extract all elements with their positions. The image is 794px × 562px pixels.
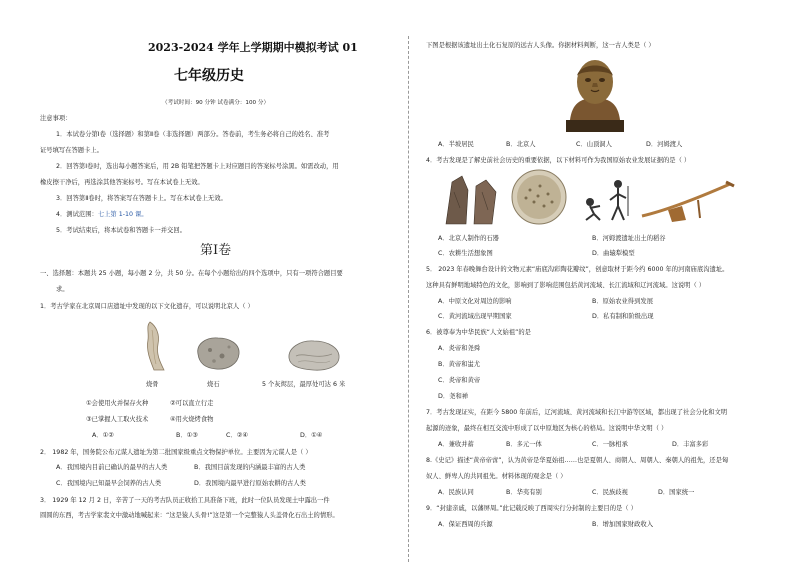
- q1-caption-3: 5 个灰烬层，最厚处可达 6 米: [262, 381, 346, 388]
- q6-choice-a: A．炎帝和尧舜: [438, 345, 481, 352]
- q2-choice-c: C．我国境内已知最早会饲养的古人类: [56, 480, 162, 487]
- q3-choice-c: C．山顶洞人: [576, 141, 612, 148]
- q1-option-3: ③已掌握人工取火技术: [86, 416, 149, 423]
- q4-choice-c: C．农耕生活想象图: [438, 250, 493, 257]
- note-2a: 2．回答第Ⅰ卷时，选出每小题答案后，用 2B 铅笔把答题卡上对应题目的答案标号涂黑。如需改动，用: [56, 163, 339, 170]
- column-divider: [408, 36, 409, 562]
- q7-choice-c: C．一脉相承: [592, 441, 628, 448]
- q6-choice-d: D．尧和禅: [438, 393, 469, 400]
- right-column: [414, 0, 794, 562]
- q1-option-1: ①会使用火并保存火种: [86, 400, 149, 407]
- q5-choice-d: D．私有制和阶级出现: [592, 313, 654, 320]
- section-instruction-2: 求。: [56, 286, 69, 293]
- q5-choice-a: A．中原文化对周边的影响: [438, 298, 512, 305]
- note-2b: 橡皮擦干净后，再选涂其他答案标号。写在本试卷上无效。: [40, 179, 204, 186]
- section-title: 第Ⅰ卷: [200, 243, 232, 258]
- rice-grains-image: [510, 168, 568, 226]
- q3-choice-b: B．北京人: [506, 141, 536, 148]
- q3-continued: 下图是根据该遗址出土化石复原的远古人头像。你据材料判断，这一古人类是（ ）: [426, 42, 655, 49]
- q8-stem-2: 奴人、鲜卑人的共同祖先。材料体现的观念是（ ）: [426, 473, 567, 480]
- q9-choice-a: A．保证西周的兵源: [438, 521, 493, 528]
- burnt-bone-image: [140, 320, 170, 372]
- q1-choice-a: A．①②: [92, 432, 114, 439]
- q1-caption-2: 烧石: [207, 381, 220, 388]
- q3-choice-a: A．半坡居民: [438, 141, 474, 148]
- q4-choice-a: A．北京人制作的石器: [438, 235, 499, 242]
- note-1b: 证号填写在答题卡上。: [40, 147, 103, 154]
- q1-option-4: ④用火烧烤食物: [170, 416, 214, 423]
- q8-choice-b: B．华夷有别: [506, 489, 542, 496]
- q1-stem: 1．考古学家在北京周口店遗址中发现的以下文化遗存，可以说明北京人（ ）: [40, 303, 254, 310]
- q5-choice-c: C．黄河流域出现早期国家: [438, 313, 512, 320]
- q4-choice-d: D．曲辕犁模型: [592, 250, 635, 257]
- scope-highlight: 七上第 1-10 课。: [97, 211, 148, 218]
- section-instruction-1: 一、选择题：本题共 25 小题，每小题 2 分，共 50 分。在每个小题给出的四个选项中，只有一项符合题目要: [40, 270, 343, 277]
- note-4: 4．测试范围：七上第 1-10 课。: [56, 211, 148, 218]
- q1-choice-c: C．②④: [226, 432, 248, 439]
- farming-scene-image: [578, 176, 634, 224]
- q1-choice-d: D．①④: [300, 432, 323, 439]
- q7-choice-a: A．兼收并蓄: [438, 441, 474, 448]
- q1-caption-1: 烧骨: [146, 381, 159, 388]
- subject-title: 七年级历史: [174, 68, 244, 84]
- q6-choice-b: B．黄帝和蚩尤: [438, 361, 481, 368]
- q6-stem: 6．被尊奉为中华民族“人文始祖”的是: [426, 329, 531, 336]
- q8-choice-d: D．国家统一: [658, 489, 695, 496]
- q3-stem-1: 3． 1929 年 12 月 2 日，辛苦了一天的考古队员正收拾工具准备下班，此时一位队员发现土中露出一件: [40, 497, 330, 504]
- q7-choice-b: B．多元一体: [506, 441, 542, 448]
- q7-stem-2: 起源的迹象，最终在相互交流中形成了以中原地区为核心的格局。这说明中华文明（ ）: [426, 425, 668, 432]
- q2-choice-d: D．我国境内最早进行原始农耕的古人类: [194, 480, 306, 487]
- stone-tools-image: [442, 172, 502, 228]
- q2-stem: 2． 1982 年，国务院公布元谋人遗址为第二批国家级重点文物保护单位。主要因为元谋人是（ ）: [40, 449, 312, 456]
- q5-stem-1: 5． 2023 年春晚舞台设计的文物元素“庙底沟彩陶花瓣纹”，创意取材于距今约 6000 年的河南庙底沟遗址。: [426, 266, 729, 273]
- plough-model-image: [638, 180, 738, 224]
- note-5: 5．考试结束后，将本试卷和答题卡一并交回。: [56, 227, 186, 234]
- q8-choice-a: A．民族认同: [438, 489, 474, 496]
- ash-layer-image: [286, 336, 342, 372]
- q7-choice-d: D．丰富多彩: [672, 441, 709, 448]
- q3-stem-2: 圆圆的东西，考古学家裴文中激动地喊起来：“这是猿人头骨!”这是第一个完整猿人头盖骨化石出土的情形。: [40, 512, 339, 519]
- q9-stem: 9．“封建亲戚，以藩屏周。”此记载反映了西周实行分封制的主要目的是（ ）: [426, 505, 637, 512]
- q2-choice-b: B．我国目前发现的内涵最丰富的古人类: [194, 464, 306, 471]
- exam-title: 2023-2024 学年上学期期中模拟考试 01: [148, 41, 358, 54]
- q5-stem-2: 这种具有鲜明地域特色的文化，影响到了影响范围包括黄河流域、长江流域和辽河流域。这说明（ ）: [426, 282, 706, 289]
- q7-stem-1: 7．考古发现证实，在距今 5800 年前后，辽河流域、黄河流域和长江中游等区域，都出现了社会分化和文明: [426, 409, 728, 416]
- q4-choice-b: B．河姆渡遗址出土的稻谷: [592, 235, 666, 242]
- peking-man-bust-image: [560, 54, 630, 134]
- burnt-stone-image: [194, 334, 242, 372]
- q9-choice-b: B．增加国家财政收入: [592, 521, 653, 528]
- q6-choice-c: C．炎帝和黄帝: [438, 377, 481, 384]
- q4-stem: 4．考古发现是了解史前社会历史的重要依据，以下材料可作为我国原始农业发展证据的是（ ）: [426, 157, 691, 164]
- q5-choice-b: B．原始农业得到发展: [592, 298, 653, 305]
- notes-heading: 注意事项：: [40, 115, 72, 122]
- exam-info: （考试时间：90 分钟 试卷满分：100 分）: [162, 100, 270, 106]
- q8-stem-1: 8.《史记》描述“黄帝帝啻”，认为黄帝是华夏始祖……也是夏朝人、商朝人、周朝人、秦朝人的祖先，还是匈: [426, 457, 729, 464]
- q1-option-2: ②可以直立行走: [170, 400, 214, 407]
- q8-choice-c: C．民族歧视: [592, 489, 628, 496]
- note-3: 3．回答第Ⅱ卷时，将答案写在答题卡上。写在本试卷上无效。: [56, 195, 227, 202]
- q3-choice-d: D．河姆渡人: [646, 141, 683, 148]
- q1-choice-b: B．①③: [176, 432, 198, 439]
- q2-choice-a: A．我国境内目前已确认的最早的古人类: [56, 464, 168, 471]
- note-1a: 1．本试卷分第Ⅰ卷（选择题）和第Ⅱ卷（非选择题）两部分。答卷前，考生务必将自己的姓名、准考: [56, 131, 330, 138]
